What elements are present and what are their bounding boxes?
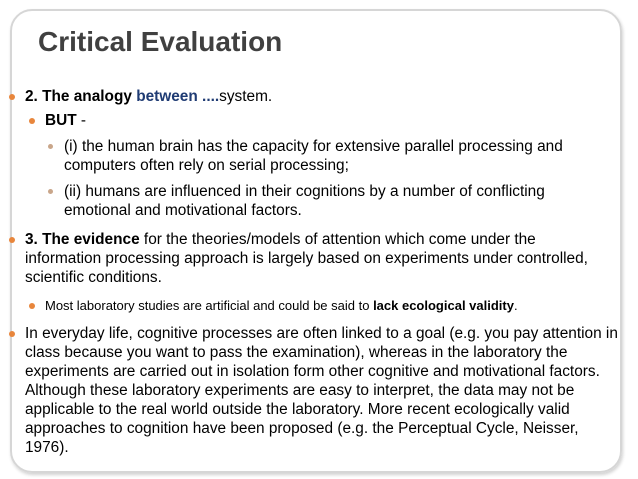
but-heading: BUT (45, 112, 77, 129)
evidence-heading: 3. The evidence (25, 231, 140, 248)
bullet-but (45, 111, 605, 130)
lab-studies-text: Most laboratory studies are artificial and could be said to (45, 298, 374, 313)
everyday-life-text: In everyday life, cognitive processes are often linked to a goal (e.g. you pay attention in class because you want to pass the examination), whereas in the laboratory the experiments are carried out in isolation form other cognitive and motivational factors. Although these laboratory experiments are easy to interpret, the data may not be applicable to the real world outside the laboratory. More recent ecologically valid approaches to cognition have been proposed (e.g. the Perceptual Cycle, Neisser, 1976). (25, 325, 618, 456)
bullet-analogy (25, 87, 615, 106)
bullet-parallel-processing (64, 137, 612, 175)
bullet-evidence (25, 230, 615, 287)
bullet-dot-icon (29, 118, 35, 124)
emotional-factors-text: (ii) humans are influenced in their cognitions by a number of conflicting emotional and motivational factors. (64, 183, 545, 219)
but-rest: - (76, 112, 87, 129)
bullet-dot-icon (9, 94, 15, 100)
lab-studies-tail: . (513, 298, 518, 313)
parallel-processing-text: (i) the human brain has the capacity for extensive parallel processing and computers often rely on serial processing; (64, 138, 563, 174)
lab-studies-bold: lack ecological validity (373, 298, 514, 313)
bullet-dot-icon (29, 303, 35, 309)
bullet-dot-icon (9, 237, 15, 243)
analogy-highlight: between .... (136, 88, 220, 105)
slide-title: Critical Evaluation (38, 26, 283, 57)
bullet-dot-icon (48, 189, 53, 194)
bullet-everyday-life (25, 324, 625, 457)
bullet-dot-icon (48, 144, 53, 149)
bullet-lab-studies (45, 297, 625, 314)
analogy-heading: 2. The analogy (25, 88, 137, 105)
bullet-emotional-factors (64, 182, 612, 220)
evidence-rest: for the theories/models of attention which come under the information processing approach is largely based on experiments under controlled, scientific conditions. (25, 231, 588, 286)
analogy-rest: system. (219, 88, 273, 105)
bullet-dot-icon (9, 331, 15, 337)
